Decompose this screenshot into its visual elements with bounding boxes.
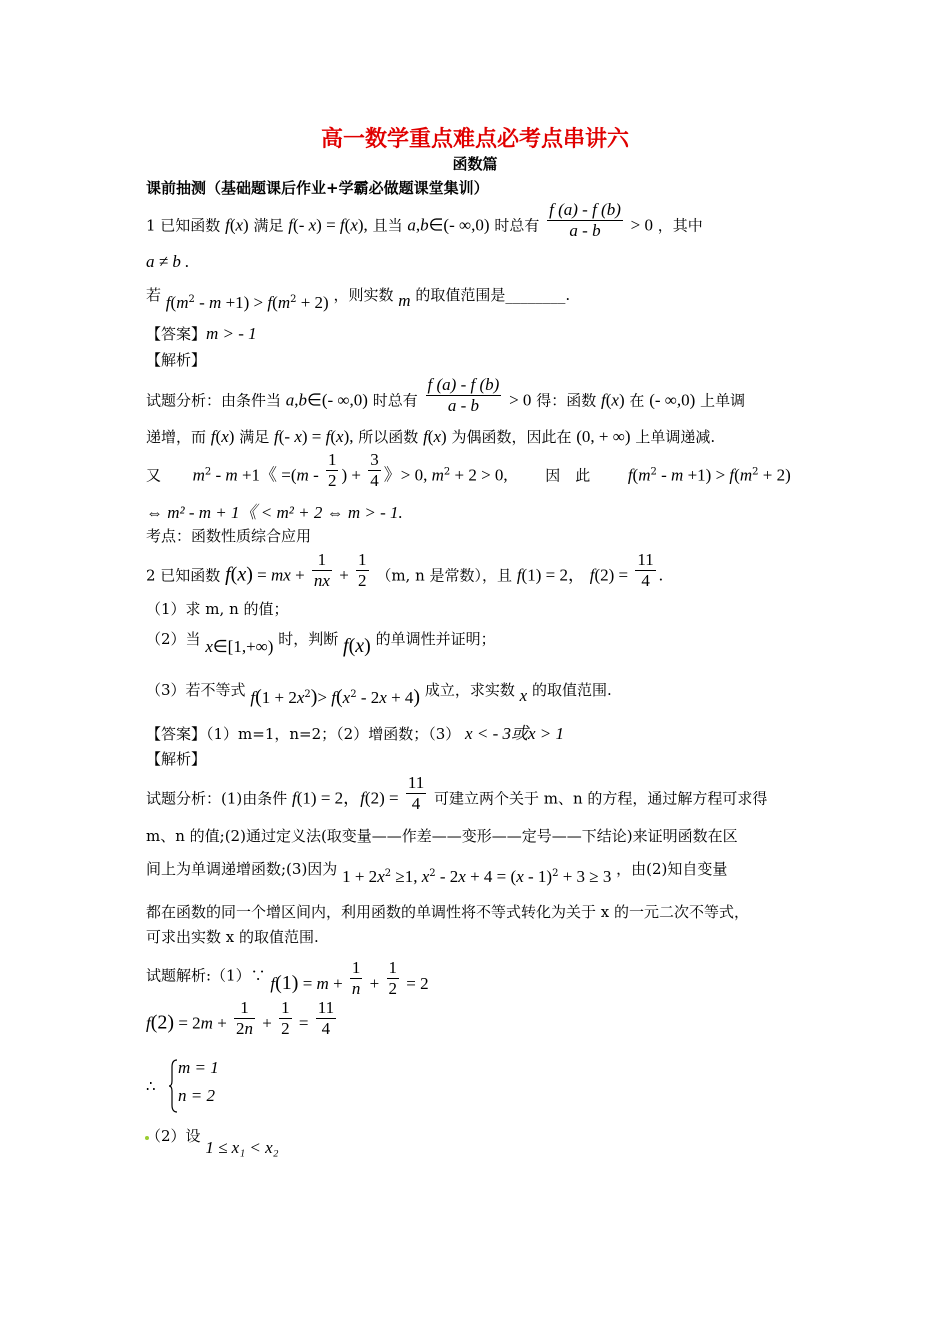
q1-analysis-2: 递增，而 f(x) 满足 f(- x) = f(x), 所以函数 f(x) 为偶函数，因此在 (0, + ∞) 上单调递减. [146, 427, 716, 446]
page-subtitle: 函数篇 [452, 155, 498, 173]
q2-analysis-4: 都在函数的同一个增区间内，利用函数的单调性将不等式转化为关于 x 的一元二次不等式， [146, 903, 749, 921]
system-eq-1: m = 1 [178, 1058, 219, 1077]
q2-sub1: （1）求 m, n 的值； [146, 600, 289, 618]
q1-analysis-4: ⇔ m² - m + 1《 < m² + 2 ⇔ m > - 1. [146, 503, 403, 522]
q2-analysis-1: 试题分析：(1)由条件 f(1) = 2，f(2) = $\frac{11}{4}$ 可建立两个关于 m、n 的方程，通过解方程可求得 [146, 773, 768, 813]
q1-statement: 1 已知函数 f(x) 满足 f(- x) = f(x), 且当 a,b∈(- ∞,0) 时总有 $\frac{f (a) - f (b)}{a - b}$ > 0 ，其中 [146, 200, 703, 240]
q2-analysis-5: 可求出实数 x 的取值范围. [146, 928, 319, 946]
q1-condition: a ≠ b . [146, 252, 190, 271]
q2-sub2: （2）当 x∈[1,+∞) 时，判断 f(x) 的单调性并证明； [146, 630, 496, 657]
q2-analysis-label: 【解析】 [146, 750, 207, 768]
q2-solution-2: f(2) = 2m + $\frac{1}{2n}$ + $\frac{1}{2}$ = $\frac{11}{4}$ [146, 998, 335, 1038]
q2-sub3: （3）若不等式 $f(1 + 2x^2)> f(x^2 - 2x + 4)$ 成立，求实数 x 的取值范围. [146, 681, 612, 708]
q1-analysis-label: 【解析】 [146, 351, 207, 369]
q2-solution-1: 试题解析:（1）∵ f(1) = m + $\frac{1}{n}$ + $\frac{1}{2}$ = 2 [146, 958, 429, 998]
q1-analysis-3: 又 $m^2 - m +1$《 =(m - $\frac{1}{2}$ ) + $\frac{3}{4}$ 》> 0, $m^2 + 2 > 0$, 因 此 $f(m^2 - m +1) > f(m^2 + 2)$ [146, 450, 791, 490]
q1-question: 若 $f(m^2 - m +1) > f(m^2 + 2)$ ，则实数 m 的取值范围是________. [146, 286, 571, 312]
system-eq-2: n = 2 [178, 1086, 215, 1105]
q2-solution-3: （2）设 1 ≤ x₁ < x₂ [146, 1127, 279, 1157]
q1-analysis-1: 试题分析：由条件当 a,b∈(- ∞,0) 时总有 $\frac{f (a) - f (b)}{a - b}$ > 0 得：函数 f(x) 在 (- ∞,0) 上单调 [146, 375, 746, 415]
q2-answer: 【答案】（1）m=1，n=2；（2）增函数；（3） x < - 3或x > 1 [146, 724, 564, 743]
q2-analysis-3: 间上为单调递增函数;(3)因为 $1 + 2x^2 \ge 1$, $x^2 - 2x + 4 = (x - 1)^2 + 3 \ge 3$ ，由(2)知自变量 [146, 860, 728, 886]
q1-kaodian: 考点：函数性质综合应用 [146, 527, 312, 545]
therefore-symbol: ∴ [146, 1077, 156, 1095]
page-title: 高一数学重点难点必考点串讲六 [320, 127, 629, 152]
q1-answer: 【答案】m > - 1 [146, 324, 257, 343]
section-heading: 课前抽测（基础题课后作业+学霸必做题课堂集训） [146, 179, 489, 197]
q2-analysis-2: m、n 的值;(2)通过定义法(取变量——作差——变形——定号——下结论)来证明函数在区 [146, 827, 738, 845]
system-brace [168, 1059, 178, 1113]
q2-statement: 2 已知函数 f(x) = mx + $\frac{1}{nx}$ + $\frac{1}{2}$ （m, n 是常数），且 f(1) = 2， f(2) = $\frac{11}{4}$ . [146, 550, 664, 590]
